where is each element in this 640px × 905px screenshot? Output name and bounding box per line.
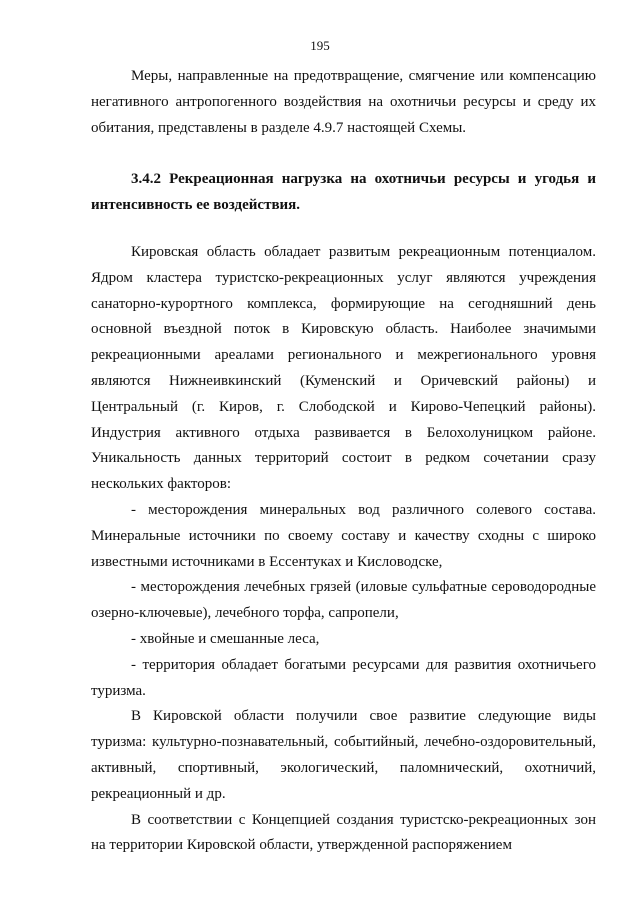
paragraph-concept: В соответствии с Концепцией создания туристско-рекреационных зон на территории Кировской области, утвержденной распоряжением [91,811,596,854]
list-item-mineral-waters: - месторождения минеральных вод различного солевого состава. Минеральные источники по своему составу и качеству сходны с широко известными источниками в Ессентуках и Кисловодске, [91,501,596,570]
page-number: 195 [310,38,330,53]
list-item-hunting-resources: - территория обладает богатыми ресурсами для развития охотничьего туризма. [91,656,596,699]
list-item-forests: - хвойные и смешанные леса, [131,630,320,647]
section-heading: 3.4.2 Рекреационная нагрузка на охотничьи ресурсы и угодья и интенсивность ее воздействия. [91,171,596,214]
page-body [91,64,596,859]
list-item-mud-deposits: - месторождения лечебных грязей (иловые сульфатные сероводородные озерно-ключевые), лечебного торфа, сапропели, [91,579,596,622]
paragraph-recreational-potential: Кировская область обладает развитым рекреационным потенциалом. Ядром кластера туристско-рекреационных услуг являются учреждения санаторно-курортного комплекса, формирующие на сегодняшний день основной въездной поток в Кировскую область. Наиболее значимыми рекреационными ареалами регионального и межрегионального уровня являются Нижнеивкинский (Куменский и Оричевский районы) и Центральный (г. Киров, г. Слободской и Кирово-Чепецкий районы). Индустрия активного отдыха развивается в Белохолуницком районе. Уникальность данных территорий состоит в редком сочетании сразу нескольких факторов: [91,243,596,493]
paragraph-measures: Меры, направленные на предотвращение, смягчение или компенсацию негативного антропогенного воздействия на охотничьи ресурсы и среду их обитания, представлены в разделе 4.9.7 настоящей Схемы. [91,68,596,136]
paragraph-tourism-types: В Кировской области получили свое развитие следующие виды туризма: культурно-познавательный, событийный, лечебно-оздоровительный, активный, спортивный, экологический, паломнический, охотничий, рекреационный и др. [91,708,596,802]
